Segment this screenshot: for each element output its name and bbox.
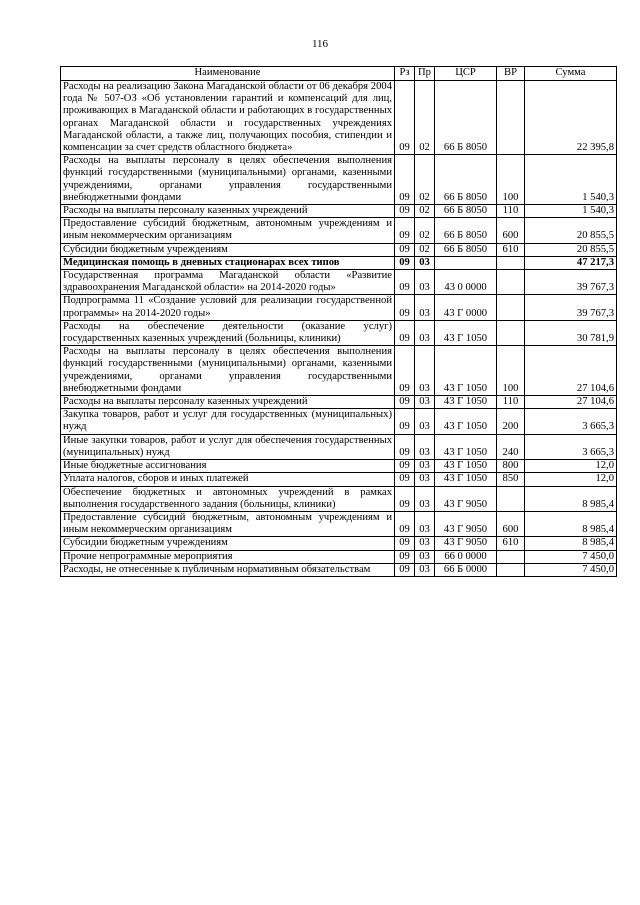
cell-csr: 43 Г 9050: [435, 537, 497, 550]
cell-csr: 43 Г 9050: [435, 486, 497, 511]
cell-csr: 43 Г 1050: [435, 473, 497, 486]
cell-rz: 09: [395, 155, 415, 205]
table-row: [61, 256, 617, 269]
cell-vr: [497, 563, 525, 576]
cell-pr: 03: [415, 434, 435, 459]
cell-pr: 03: [415, 396, 435, 409]
cell-name: Уплата налогов, сборов и иных платежей: [61, 473, 395, 486]
cell-name: Расходы на выплаты персоналу в целях обеспечения выполнения функций государственными (муниципальными) органами, казенными учреждениями, органами управления государственными внебюджетными фондами: [61, 346, 395, 396]
table-row: [61, 270, 617, 295]
cell-csr: 43 Г 1050: [435, 434, 497, 459]
cell-pr: 03: [415, 409, 435, 434]
cell-name: Субсидии бюджетным учреждениям: [61, 537, 395, 550]
cell-sum: 39 767,3: [525, 295, 617, 320]
cell-name: Подпрограмма 11 «Создание условий для реализации государственной программы» на 2014-2020 годы»: [61, 295, 395, 320]
cell-name: Закупка товаров, работ и услуг для государственных (муниципальных) нужд: [61, 409, 395, 434]
cell-pr: 02: [415, 81, 435, 155]
table-row: [61, 511, 617, 536]
col-header-sum: Сумма: [525, 67, 617, 81]
cell-vr: 240: [497, 434, 525, 459]
col-header-pr: Пр: [415, 67, 435, 81]
cell-vr: 100: [497, 155, 525, 205]
cell-pr: 03: [415, 473, 435, 486]
cell-vr: [497, 256, 525, 269]
cell-rz: 09: [395, 346, 415, 396]
cell-rz: 09: [395, 218, 415, 243]
table-row: [61, 434, 617, 459]
cell-vr: 610: [497, 243, 525, 256]
cell-vr: [497, 295, 525, 320]
cell-csr: 66 0 0000: [435, 550, 497, 563]
cell-rz: 09: [395, 320, 415, 345]
table-row: [61, 81, 617, 155]
cell-pr: 03: [415, 320, 435, 345]
cell-vr: [497, 81, 525, 155]
cell-sum: 20 855,5: [525, 243, 617, 256]
cell-rz: 09: [395, 486, 415, 511]
cell-csr: 66 Б 8050: [435, 218, 497, 243]
cell-sum: 1 540,3: [525, 205, 617, 218]
cell-pr: 03: [415, 550, 435, 563]
cell-pr: 03: [415, 486, 435, 511]
cell-sum: 3 665,3: [525, 409, 617, 434]
cell-sum: 8 985,4: [525, 486, 617, 511]
cell-csr: 66 Б 0000: [435, 563, 497, 576]
cell-vr: [497, 320, 525, 345]
cell-pr: 03: [415, 537, 435, 550]
cell-sum: 7 450,0: [525, 563, 617, 576]
cell-csr: [435, 256, 497, 269]
cell-name: Субсидии бюджетным учреждениям: [61, 243, 395, 256]
cell-csr: 43 Г 1050: [435, 460, 497, 473]
cell-vr: 200: [497, 409, 525, 434]
table-row: [61, 550, 617, 563]
cell-pr: 03: [415, 511, 435, 536]
cell-vr: [497, 550, 525, 563]
cell-rz: 09: [395, 537, 415, 550]
table-row: [61, 155, 617, 205]
cell-name: Обеспечение бюджетных и автономных учреждений в рамках выполнения государственного задания (больницы, клиники): [61, 486, 395, 511]
cell-csr: 66 Б 8050: [435, 205, 497, 218]
cell-csr: 66 Б 8050: [435, 81, 497, 155]
cell-rz: 09: [395, 563, 415, 576]
table-row: [61, 460, 617, 473]
cell-csr: 43 Г 1050: [435, 396, 497, 409]
cell-pr: 03: [415, 563, 435, 576]
cell-sum: 8 985,4: [525, 537, 617, 550]
cell-name: Прочие непрограммные мероприятия: [61, 550, 395, 563]
cell-rz: 09: [395, 409, 415, 434]
col-header-vr: ВР: [497, 67, 525, 81]
cell-sum: 47 217,3: [525, 256, 617, 269]
cell-sum: 3 665,3: [525, 434, 617, 459]
cell-name: Расходы на выплаты персоналу в целях обеспечения выполнения функций государственными (муниципальными) органами, казенными учреждениями, органами управления государственными внебюджетными фондами: [61, 155, 395, 205]
cell-vr: 110: [497, 396, 525, 409]
cell-vr: 100: [497, 346, 525, 396]
cell-pr: 02: [415, 205, 435, 218]
cell-vr: 600: [497, 511, 525, 536]
table-row: [61, 563, 617, 576]
cell-csr: 66 Б 8050: [435, 243, 497, 256]
table-row: [61, 486, 617, 511]
cell-csr: 43 Г 1050: [435, 409, 497, 434]
col-header-csr: ЦСР: [435, 67, 497, 81]
table-row: [61, 295, 617, 320]
cell-pr: 03: [415, 460, 435, 473]
cell-sum: 1 540,3: [525, 155, 617, 205]
table-header-row: [61, 67, 617, 81]
table-row: [61, 243, 617, 256]
cell-rz: 09: [395, 511, 415, 536]
table-row: [61, 346, 617, 396]
cell-name: Расходы на реализацию Закона Магаданской области от 06 декабря 2004 года № 507-ОЗ «Об установлении гарантий и компенсаций для лиц, проживающих в Магаданской области и работающих в государственных органах Магаданской области и государственных учреждениях Магаданской области, а также лиц, получающих пособия, стипендии и компенсации за счет средств областного бюджета»: [61, 81, 395, 155]
cell-name: Расходы на выплаты персоналу казенных учреждений: [61, 205, 395, 218]
cell-name: Расходы на обеспечение деятельности (оказание услуг) государственных казенных учреждений (больницы, клиники): [61, 320, 395, 345]
cell-sum: 20 855,5: [525, 218, 617, 243]
cell-pr: 03: [415, 270, 435, 295]
cell-vr: 850: [497, 473, 525, 486]
cell-csr: 43 0 0000: [435, 270, 497, 295]
col-header-rz: Рз: [395, 67, 415, 81]
table-row: [61, 396, 617, 409]
cell-name: Иные закупки товаров, работ и услуг для обеспечения государственных (муниципальных) нужд: [61, 434, 395, 459]
cell-name: Медицинская помощь в дневных стационарах всех типов: [61, 256, 395, 269]
table-row: [61, 537, 617, 550]
cell-vr: 600: [497, 218, 525, 243]
cell-pr: 02: [415, 243, 435, 256]
cell-rz: 09: [395, 434, 415, 459]
cell-csr: 66 Б 8050: [435, 155, 497, 205]
cell-pr: 03: [415, 346, 435, 396]
cell-vr: 800: [497, 460, 525, 473]
cell-csr: 43 Г 0000: [435, 295, 497, 320]
cell-name: Расходы на выплаты персоналу казенных учреждений: [61, 396, 395, 409]
cell-name: Государственная программа Магаданской области «Развитие здравоохранения Магаданской области» на 2014-2020 годы»: [61, 270, 395, 295]
cell-sum: 7 450,0: [525, 550, 617, 563]
table-row: [61, 473, 617, 486]
cell-vr: [497, 486, 525, 511]
budget-table: [60, 66, 617, 577]
cell-rz: 09: [395, 81, 415, 155]
cell-rz: 09: [395, 396, 415, 409]
cell-sum: 27 104,6: [525, 396, 617, 409]
cell-sum: 8 985,4: [525, 511, 617, 536]
cell-sum: 12,0: [525, 473, 617, 486]
cell-vr: 110: [497, 205, 525, 218]
cell-name: Предоставление субсидий бюджетным, автономным учреждениям и иным некоммерческим организациям: [61, 511, 395, 536]
cell-pr: 03: [415, 256, 435, 269]
table-row: [61, 205, 617, 218]
cell-vr: [497, 270, 525, 295]
cell-csr: 43 Г 1050: [435, 320, 497, 345]
cell-sum: 22 395,8: [525, 81, 617, 155]
cell-rz: 09: [395, 550, 415, 563]
cell-pr: 02: [415, 218, 435, 243]
cell-rz: 09: [395, 270, 415, 295]
cell-sum: 30 781,9: [525, 320, 617, 345]
table-row: [61, 409, 617, 434]
cell-csr: 43 Г 1050: [435, 346, 497, 396]
cell-rz: 09: [395, 473, 415, 486]
table-row: [61, 320, 617, 345]
cell-rz: 09: [395, 295, 415, 320]
cell-rz: 09: [395, 243, 415, 256]
cell-name: Иные бюджетные ассигнования: [61, 460, 395, 473]
cell-sum: 27 104,6: [525, 346, 617, 396]
cell-rz: 09: [395, 205, 415, 218]
cell-pr: 02: [415, 155, 435, 205]
cell-csr: 43 Г 9050: [435, 511, 497, 536]
cell-rz: 09: [395, 256, 415, 269]
cell-rz: 09: [395, 460, 415, 473]
cell-sum: 12,0: [525, 460, 617, 473]
cell-pr: 03: [415, 295, 435, 320]
table-row: [61, 218, 617, 243]
col-header-name: Наименование: [61, 67, 395, 81]
cell-name: Расходы, не отнесенные к публичным нормативным обязательствам: [61, 563, 395, 576]
page-number: 116: [311, 38, 329, 50]
cell-sum: 39 767,3: [525, 270, 617, 295]
cell-name: Предоставление субсидий бюджетным, автономным учреждениям и иным некоммерческим организациям: [61, 218, 395, 243]
cell-vr: 610: [497, 537, 525, 550]
